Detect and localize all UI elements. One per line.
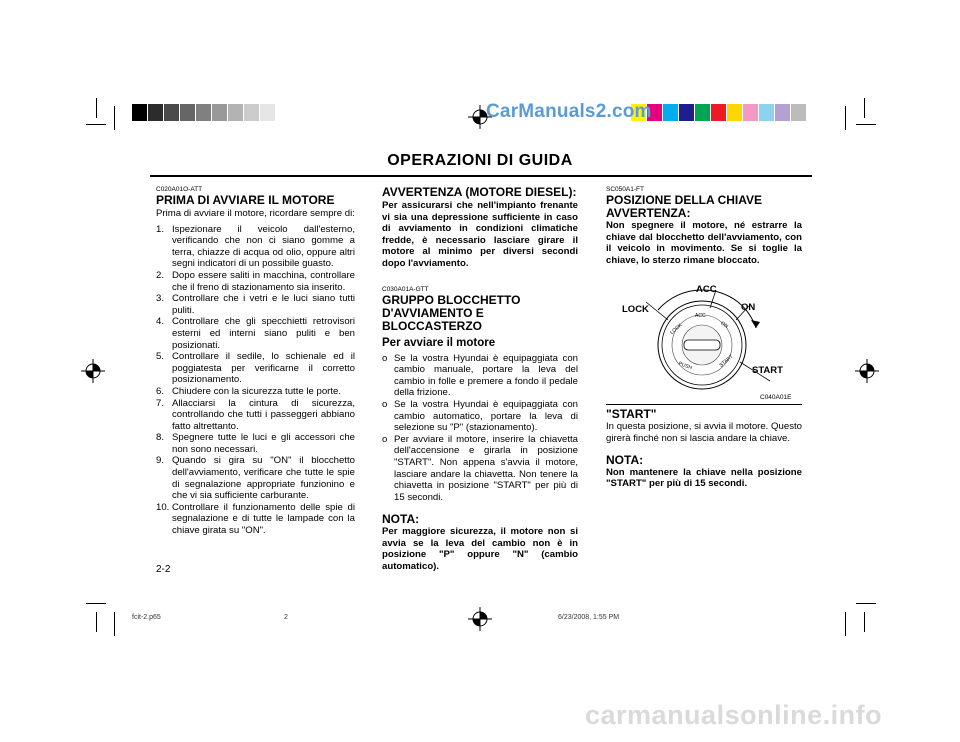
section-title: GRUPPO BLOCCHETTO D'AVVIAMENTO E BLOCCASTERZO (382, 292, 521, 333)
list-item (156, 502, 355, 537)
color-swatch (212, 104, 228, 121)
column-middle (382, 186, 578, 573)
list-text: Controllare il funzionamento delle spie di segnalazione e di tutte le lampade con la chiave girata su "ON". (172, 501, 355, 537)
instruction-list (382, 353, 578, 504)
list-text: Se la vostra Hyundai è equipaggiata con cambio automatico, portare la leva di selezione su "P" (stazionamento). (394, 398, 578, 434)
start-title: "START" (606, 407, 657, 422)
list-number: 8. (156, 432, 165, 444)
warning-title: AVVERTENZA: (606, 206, 691, 220)
section-code: SC050A1-FT (606, 186, 644, 193)
crop-mark (96, 98, 97, 118)
dial-text-on: ON (719, 320, 729, 331)
column-left (156, 186, 355, 537)
list-item (156, 293, 355, 316)
footer-page: 2 (284, 614, 288, 621)
list-number: 10. (156, 501, 170, 513)
section-subtitle: Per avviare il motore (382, 336, 496, 349)
cmyk-color-bar (631, 104, 807, 121)
list-number: 3. (156, 293, 165, 305)
crop-mark (864, 98, 865, 118)
warning-title: AVVERTENZA (MOTORE DIESEL): (382, 185, 577, 199)
crop-mark (845, 612, 846, 636)
label-lock: LOCK (622, 304, 649, 316)
crop-mark (114, 106, 115, 130)
list-text: Quando si gira su "ON" il blocchetto dell'avviamento, verificare che tutte le spie di segnalazione appropriate funzionino e che vi sia sufficiente carburante. (172, 455, 355, 502)
label-acc: ACC (696, 284, 717, 296)
color-swatch (759, 104, 775, 121)
color-swatch (196, 104, 212, 121)
list-item (382, 399, 578, 434)
color-swatch (679, 104, 695, 121)
list-item (156, 270, 355, 293)
list-text: Se la vostra Hyundai è equipaggiata con cambio manuale, portare la leva del cambio in folle e premere a fondo il pedale della frizione. (394, 352, 578, 399)
crop-mark (86, 124, 106, 125)
registration-mark-icon (468, 607, 492, 631)
bullet-mark: o (382, 398, 388, 410)
watermark-top[interactable]: CarManuals2.com (486, 101, 652, 122)
page-title: OPERAZIONI DI GUIDA (387, 152, 573, 169)
section-title: POSIZIONE DELLA CHIAVE (606, 193, 763, 207)
color-swatch (260, 104, 276, 121)
warning-text: Per assicurarsi che nell'impianto frenante vi sia una depressione sufficiente in caso di avviamento in condizioni climatiche fredde, è necessario lasciare girare il motore al minimo per diversi secondi dopo l'avviamento. (382, 200, 578, 269)
section-intro: Prima di avviare il motore, ricordare sempre di: (156, 208, 355, 219)
figure-code: C040A01E (760, 394, 792, 402)
list-text: Ispezionare il veicolo dall'esterno, verificando che non ci siano gomme a terra, chiazze di acqua od olio, oppure altri segni indicatori di un possibile guasto. (172, 223, 355, 270)
crop-mark (864, 612, 865, 632)
list-number: 4. (156, 316, 165, 328)
list-text: Allacciarsi la cintura di sicurezza, controllando che tutti i passeggeri abbiano fatto altrettanto. (172, 397, 355, 432)
section-title: PRIMA DI AVVIARE IL MOTORE (156, 193, 335, 207)
list-text: Controllare che gli specchietti retrovisori esterni ed interni siano puliti e ben posizionati. (172, 316, 355, 351)
list-text: Controllare che i vetri e le luci siano tutti puliti. (172, 293, 355, 316)
color-swatch (228, 104, 244, 121)
color-swatch (164, 104, 180, 121)
list-text: Controllare il sedile, lo schienale ed il poggiatesta per verificarne il corretto posizionamento. (172, 351, 355, 386)
list-number: 2. (156, 269, 165, 281)
list-number: 9. (156, 455, 165, 467)
color-swatch (276, 104, 292, 121)
bullet-mark: o (382, 433, 388, 445)
color-swatch (695, 104, 711, 121)
list-number: 5. (156, 351, 165, 363)
page-number: 2-2 (156, 564, 171, 575)
dial-text-push: PUSH (677, 361, 693, 372)
bullet-mark: o (382, 352, 388, 364)
list-item (156, 432, 355, 455)
crop-mark (114, 612, 115, 636)
dial-text-start: START (718, 354, 735, 369)
list-number: 6. (156, 385, 165, 397)
dial-text-acc: ACC (695, 313, 706, 320)
crop-mark (86, 603, 106, 604)
list-item (156, 351, 355, 386)
color-swatch (180, 104, 196, 121)
color-swatch (727, 104, 743, 121)
list-item (156, 386, 355, 398)
list-text: Spegnere tutte le luci e gli accessori che non sono necessari. (172, 432, 355, 455)
note-title: NOTA: (382, 512, 420, 527)
crop-mark (856, 124, 876, 125)
list-item (156, 316, 355, 351)
note-text: Per maggiore sicurezza, il motore non si avvia se la leva del cambio non è in posizione "P" oppure "N" (cambio automatico). (382, 526, 578, 573)
note-text: Non mantenere la chiave nella posizione "START" per più di 15 secondi. (606, 466, 802, 490)
list-text: Dopo essere saliti in macchina, controllare che il freno di stazionamento sia inserito. (172, 269, 355, 293)
crop-mark (96, 612, 97, 632)
color-swatch (743, 104, 759, 121)
list-number: 7. (156, 397, 165, 409)
crop-mark (845, 106, 846, 130)
header-rule (150, 175, 812, 177)
list-text: Per avviare il motore, inserire la chiavetta dell'accensione e girarla in posizione "START". Non appena s'avvia il motore, lasciare andare la chiavetta. Non tenere la chiavetta in posizione "START" per più di 15 secondi. (394, 433, 578, 503)
registration-mark-icon (81, 359, 105, 383)
watermark-bottom[interactable]: carmanualsonline.info (585, 700, 883, 730)
start-text: In questa posizione, si avvia il motore. Questo girerà finché non si lascia andare la chiave. (606, 421, 802, 444)
label-start: START (752, 365, 783, 377)
footer-file: fcit-2.p65 (132, 614, 161, 621)
registration-mark-icon (855, 359, 879, 383)
crop-mark (856, 603, 876, 604)
warning-text: Non spegnere il motore, né estrarre la chiave dal blocchetto dell'avviamento, con il veicolo in movimento. Se si toglie la chiave, lo sterzo rimane bloccato. (606, 220, 802, 266)
color-swatch (791, 104, 807, 121)
list-number: 1. (156, 223, 165, 235)
section-code: C030A01A-GTT (382, 285, 429, 293)
dial-text-lock: LOCK (669, 322, 684, 337)
grayscale-color-bar (132, 104, 292, 121)
footer-date: 6/23/2008, 1:55 PM (558, 614, 620, 621)
color-swatch (244, 104, 260, 121)
color-swatch (711, 104, 727, 121)
note-title: NOTA: (606, 452, 644, 467)
color-swatch (775, 104, 791, 121)
checklist (156, 224, 355, 537)
list-item (382, 434, 578, 504)
color-swatch (663, 104, 679, 121)
key-position-figure (606, 268, 802, 405)
color-swatch (148, 104, 164, 121)
list-item (382, 353, 578, 399)
column-right (606, 186, 802, 490)
list-item (156, 224, 355, 270)
list-text: Chiudere con la sicurezza tutte le porte. (172, 385, 342, 397)
label-on: ON (741, 302, 756, 314)
section-code: C020A01O-ATT (156, 186, 203, 193)
list-item (156, 455, 355, 501)
list-item (156, 398, 355, 433)
color-swatch (132, 104, 148, 121)
